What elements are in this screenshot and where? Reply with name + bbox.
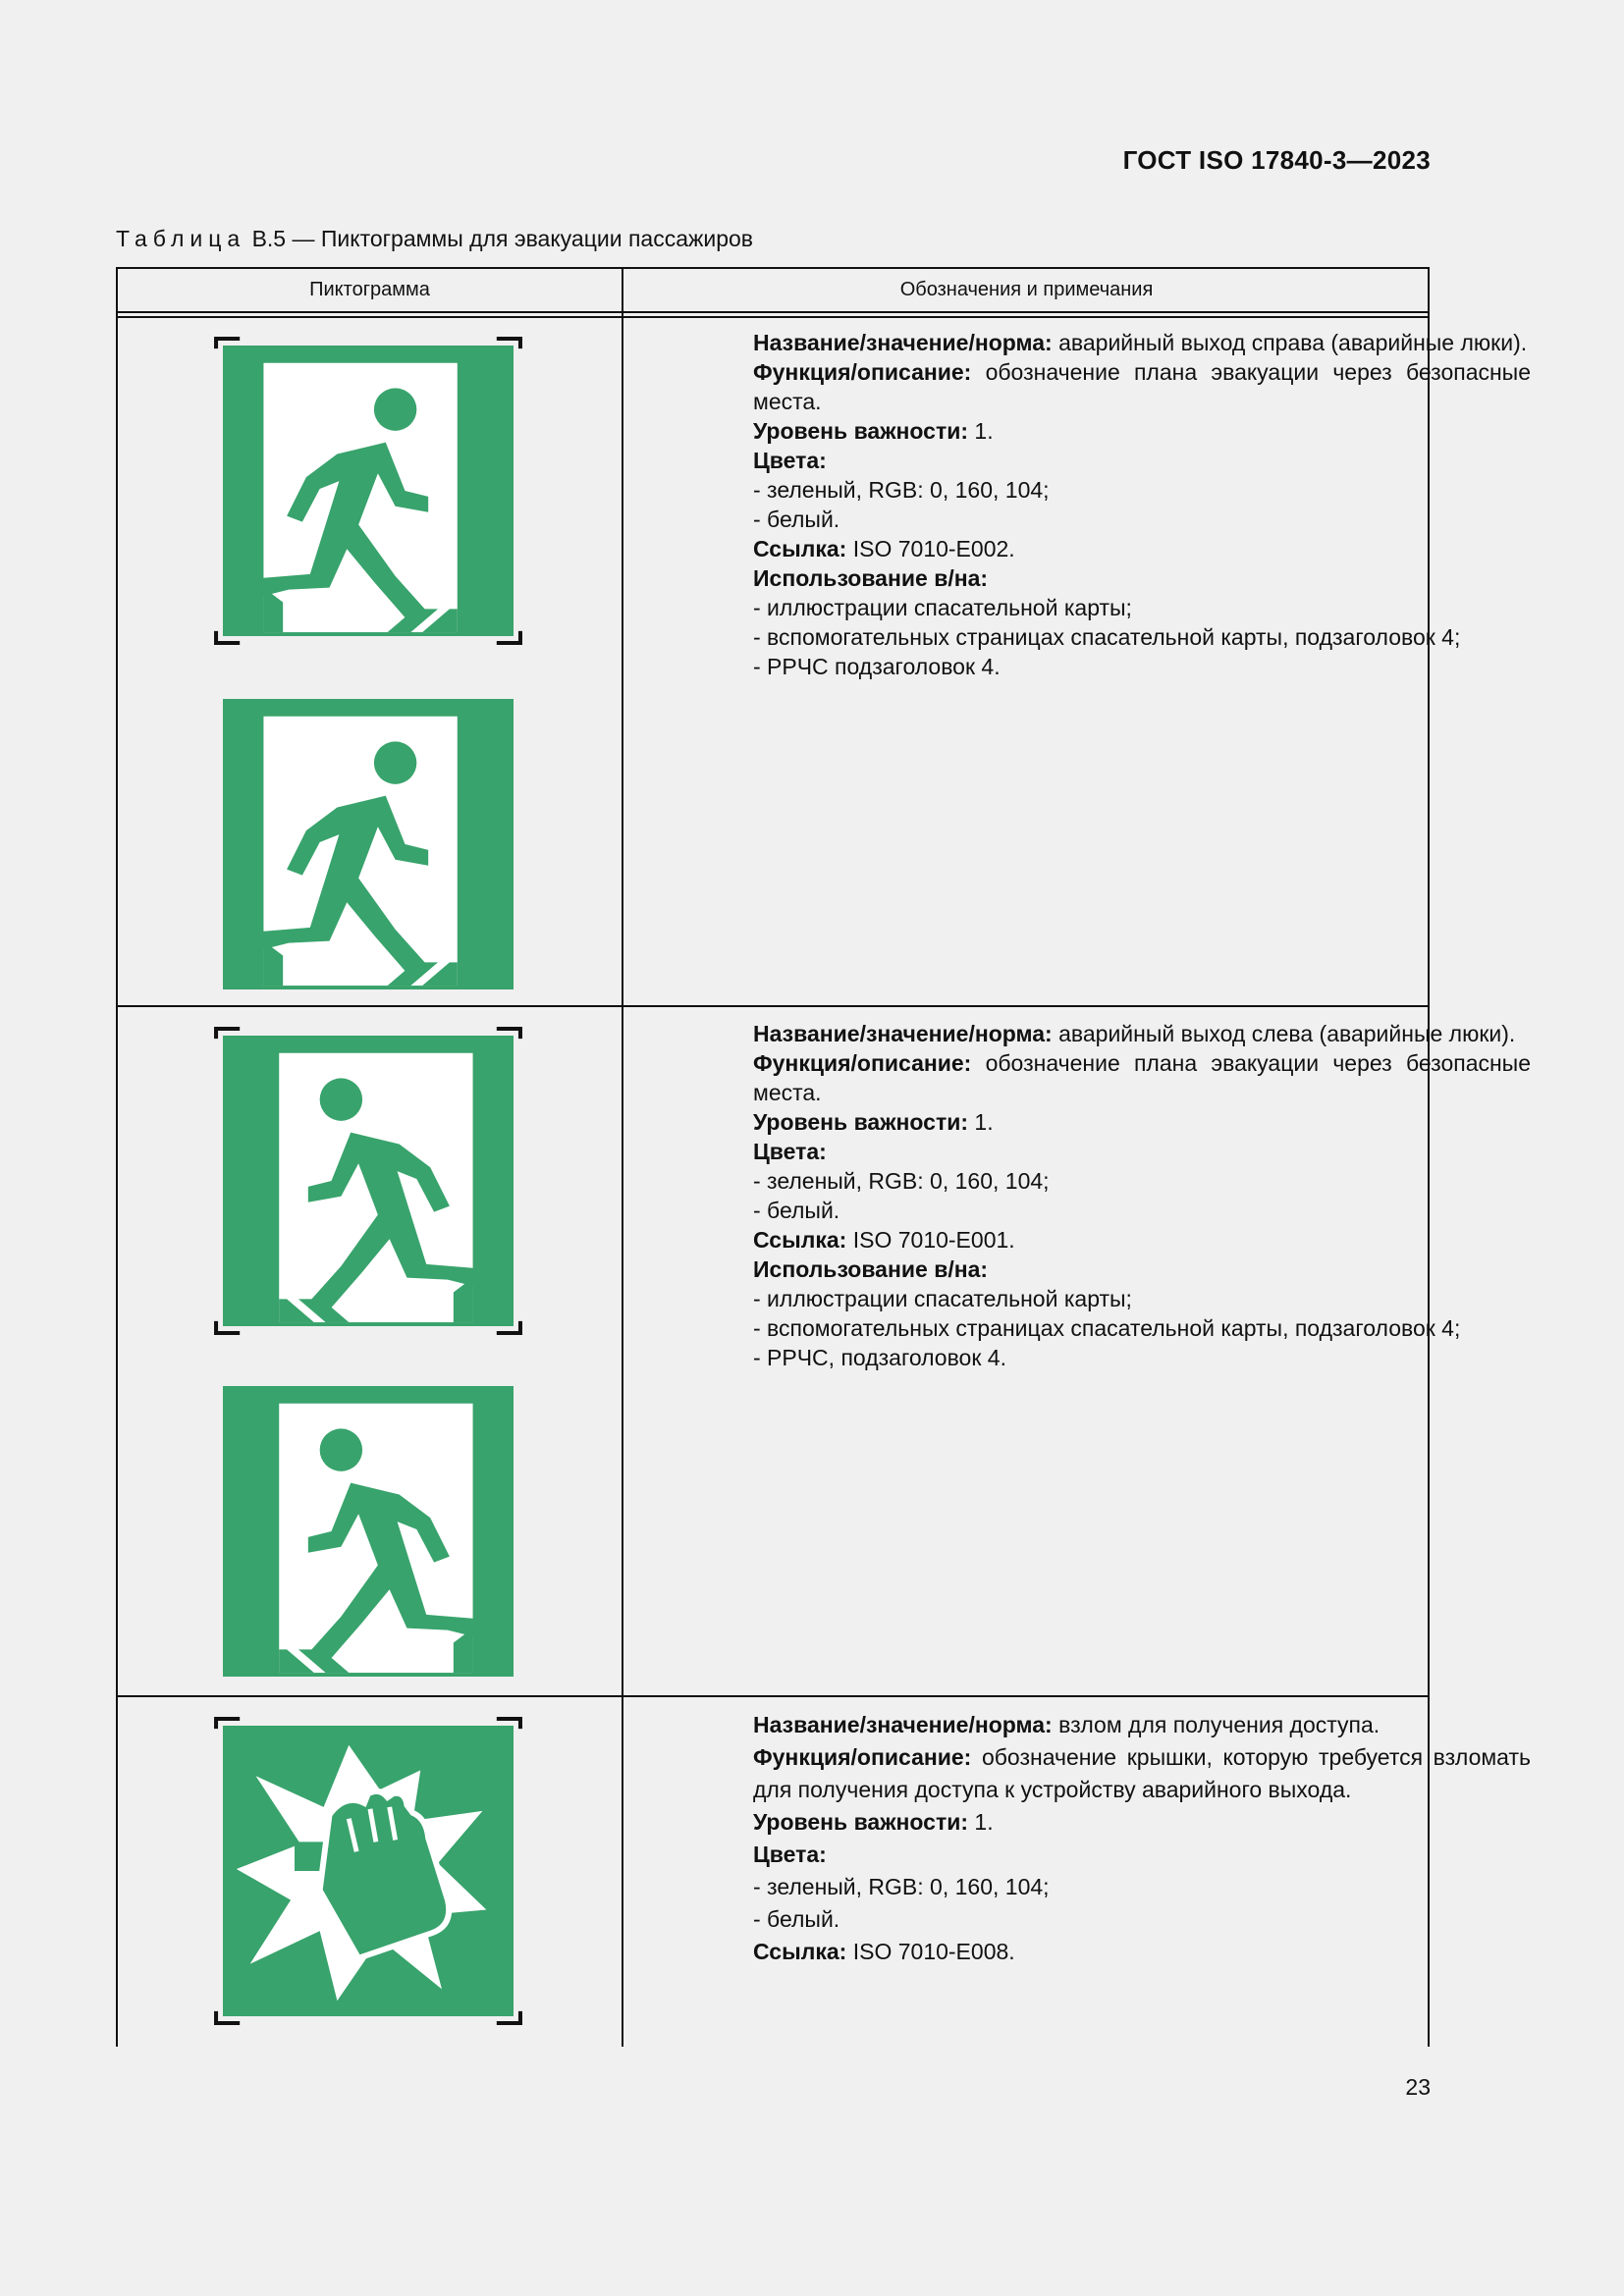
header-notes: Обозначения и примечания	[899, 279, 1154, 300]
note-line: Уровень важности: 1.	[753, 1809, 994, 1835]
note-line: - иллюстрации спасательной карты;	[753, 595, 1132, 620]
header-pictogram: Пиктограмма	[309, 279, 430, 300]
table-caption	[116, 226, 753, 252]
note-line: Название/значение/норма: взлом для получения доступа.	[753, 1712, 1380, 1737]
note-line: Функция/описание: обозначение плана эвакуации через безопасные места.	[753, 1050, 1532, 1105]
note-line: Использование в/на:	[753, 565, 989, 591]
note-line: Ссылка: ISO 7010-E001.	[753, 1227, 1015, 1253]
table-caption-label: Таблица	[116, 226, 246, 251]
pictogram-table	[116, 267, 1532, 2047]
note-line: Уровень важности: 1.	[753, 1109, 994, 1135]
note-line: Цвета:	[753, 1842, 827, 1867]
note-line: - РРЧС, подзаголовок 4.	[753, 1345, 1006, 1370]
note-line: Ссылка: ISO 7010-E002.	[753, 536, 1015, 561]
note-line: Название/значение/норма: аварийный выход справа (аварийные люки).	[753, 330, 1528, 355]
emergency-exit-left-icon	[223, 1386, 514, 1677]
table-top-border	[116, 267, 1430, 269]
document-standard-header: ГОСТ ISO 17840-3—2023	[1122, 145, 1431, 175]
emergency-exit-left-icon	[223, 1036, 514, 1326]
note-line: - белый.	[753, 1906, 840, 1932]
note-line: Цвета:	[753, 1139, 827, 1164]
emergency-exit-right-icon	[223, 699, 514, 989]
note-line: Название/значение/норма: аварийный выход слева (аварийные люки).	[753, 1021, 1516, 1046]
table-caption-text: В.5 — Пиктограммы для эвакуации пассажиров	[251, 226, 754, 251]
note-line: - белый.	[753, 1198, 840, 1223]
note-line: - вспомогательных страницах спасательной карты, подзаголовок 4;	[753, 1315, 1461, 1341]
header-separator	[116, 311, 1430, 313]
table-left-border	[116, 267, 118, 2047]
note-line: Ссылка: ISO 7010-E008.	[753, 1939, 1015, 1964]
note-line: Цвета:	[753, 448, 827, 473]
note-line: - вспомогательных страницах спасательной карты, подзаголовок 4;	[753, 624, 1461, 650]
row-3-notes	[753, 1709, 1531, 1968]
emergency-exit-right-icon	[223, 346, 514, 636]
row-separator	[116, 1005, 1430, 1007]
header-separator-double	[116, 316, 1430, 318]
page-number: 23	[1405, 2074, 1431, 2100]
note-line: Функция/описание: обозначение крышки, которую требуется взломать для получения доступа к устройству аварийного выхода.	[753, 1744, 1531, 1802]
note-line: Использование в/на:	[753, 1256, 989, 1282]
note-line: Уровень важности: 1.	[753, 418, 994, 444]
row-separator	[116, 1695, 1430, 1697]
note-line: Функция/описание: обозначение плана эвакуации через безопасные места.	[753, 359, 1532, 414]
break-to-obtain-access-icon	[223, 1726, 514, 2016]
note-line: - зеленый, RGB: 0, 160, 104;	[753, 1168, 1050, 1194]
column-separator	[622, 267, 623, 2047]
note-line: - зеленый, RGB: 0, 160, 104;	[753, 1874, 1050, 1899]
note-line: - РРЧС подзаголовок 4.	[753, 654, 1001, 679]
note-line: - зеленый, RGB: 0, 160, 104;	[753, 477, 1050, 503]
note-line: - иллюстрации спасательной карты;	[753, 1286, 1132, 1311]
note-line: - белый.	[753, 507, 840, 532]
row-1-notes	[753, 328, 1531, 681]
row-2-notes	[753, 1019, 1531, 1372]
